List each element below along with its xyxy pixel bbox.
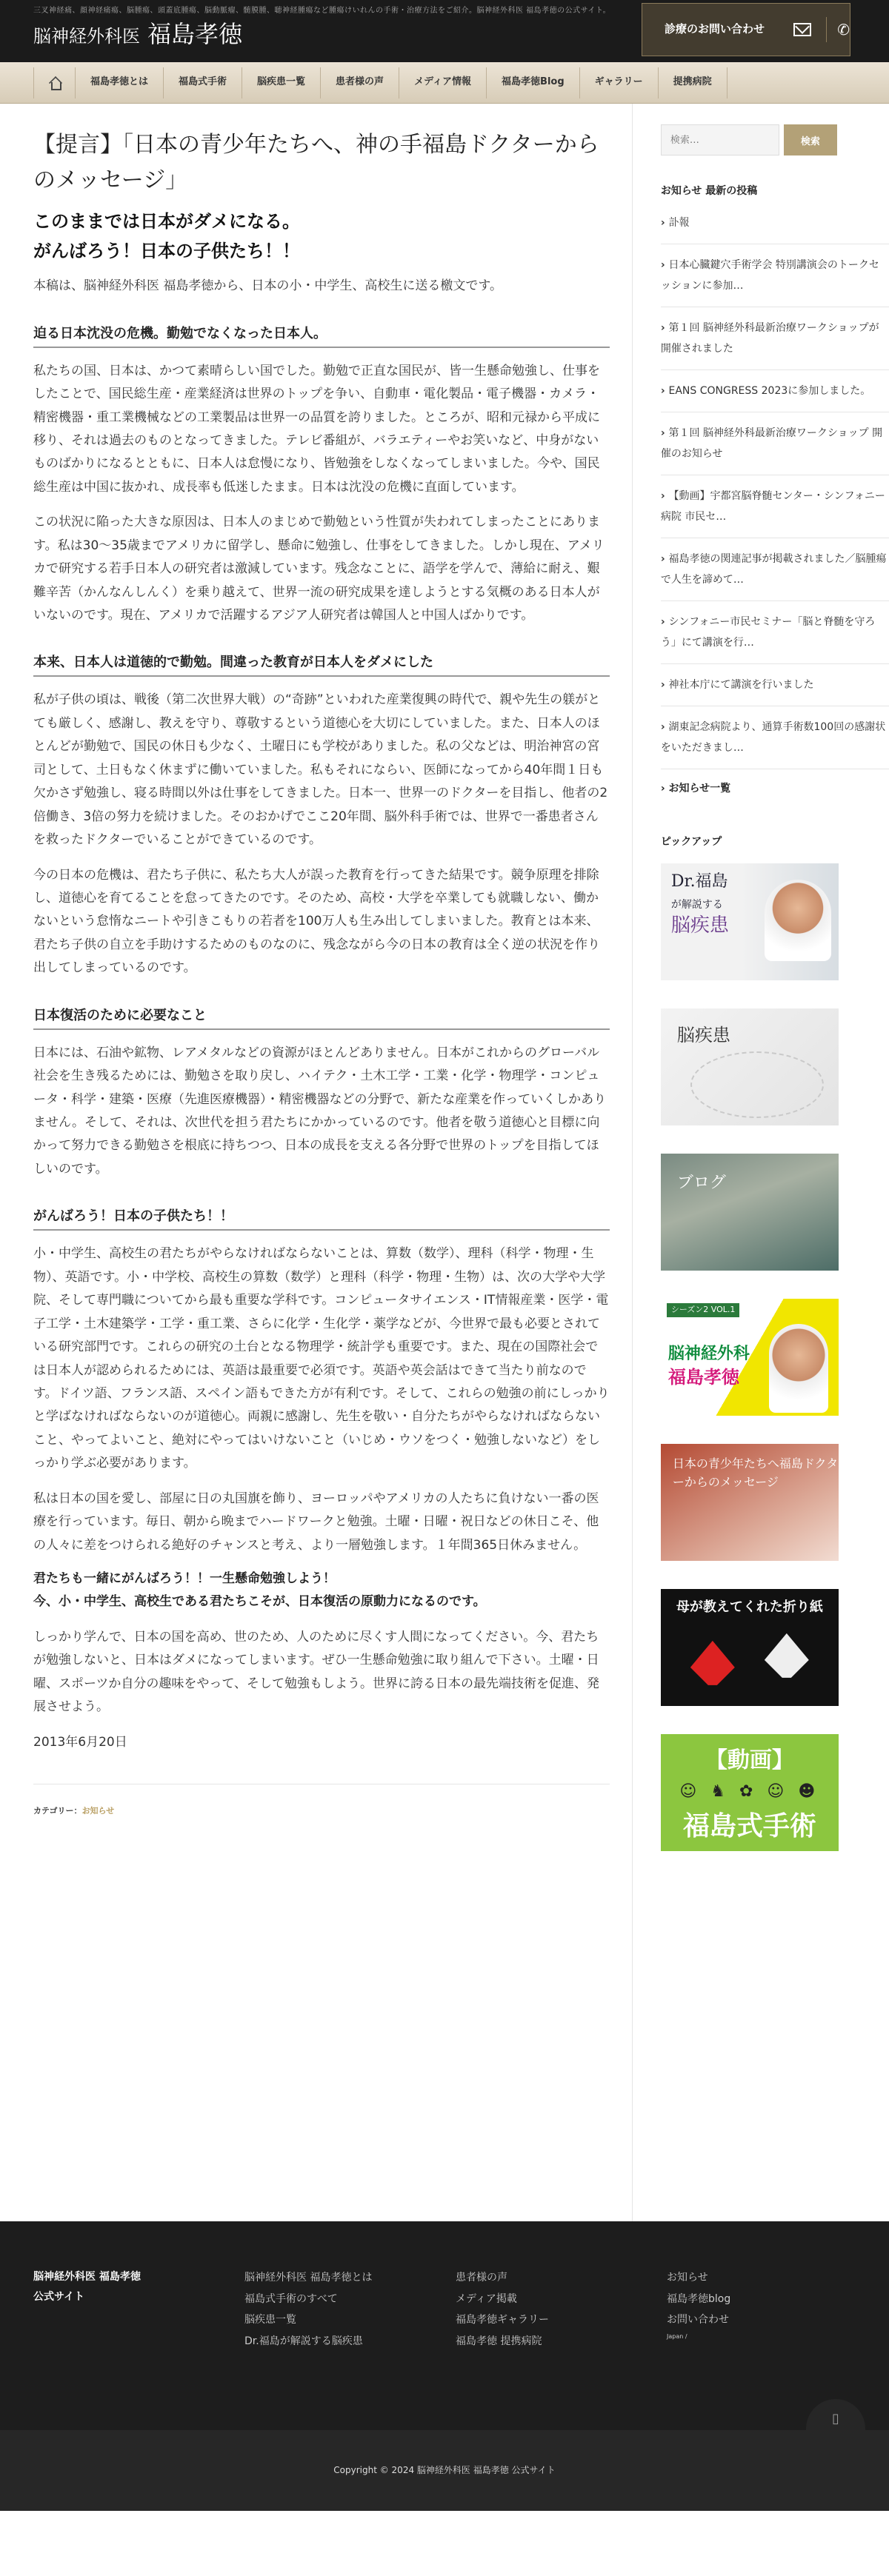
paragraph: 日本には、石油や鉱物、レアメタルなどの資源がほとんどありません。日本がこれからのグローバル社会を生き残るためには、勤勉さを取り戻し、ハイテク・土木工学・工業・化学・物理学・コンピュータ・科学・建築・医療（先進医療機器）・精密機器などの分野で、新たな産業を作っていくしかありません。そして、それは、次世代を担う君たちにかかっているのです。他者を敬う道徳心と目標に向かって努力できる勤勉さを根底に持ちつつ、日本の成長を支える各分野で世界のトップを目指してほしいのです。 (33, 1045, 607, 1177)
brain-illustration (690, 1051, 824, 1118)
nav-media[interactable]: メディア情報 (399, 67, 486, 98)
recent-post-link[interactable]: › 第１回 脳神経外科最新治療ワークショップが開催されました (661, 318, 889, 370)
origami-illustration (690, 1641, 735, 1685)
article-date: 2013年6月20日 (33, 1734, 127, 1750)
contact-label: 診療のお問い合わせ (665, 22, 765, 36)
language-link[interactable]: Japan / (667, 2333, 687, 2341)
news-list-label: お知らせ一覧 (668, 783, 731, 794)
people-icons: ☺ ♞ ✿ ☺ ☻ (679, 1782, 820, 1801)
category-label: カテゴリー： (33, 1806, 82, 1816)
footer-site-name-line: 脳神経外科医 福島孝徳 (33, 2271, 141, 2283)
paragraph: 今の日本の危機は、君たち子供に、私たち大人が誤った教育を行ってきた結果です。競争原理を排除し、道徳心を育てることを怠ってきたのです。そのため、高校・大学を卒業しても就職しない、働かないという怠惰なニートや引きこもりの若者を100万人も生み出してしまいました。教育とは本来、君たち子供の自立を手助けするためのものなのに、残念ながら今の日本の教育は全く逆の状況を作り出してしまっているのです。 (33, 867, 600, 976)
footer-link[interactable]: お問い合わせ (667, 2314, 729, 2326)
banner-text: ブログ (676, 1173, 726, 1192)
footer-link[interactable]: 福島孝徳blog (667, 2292, 731, 2305)
banner-blog[interactable] (661, 1154, 839, 1271)
section-heading-4: がんばろう！日本の子供たち！！ (33, 1206, 610, 1231)
contact-button[interactable] (642, 3, 850, 56)
nav-diseases[interactable]: 脳疾患一覧 (242, 67, 320, 98)
contact-divider (826, 17, 827, 42)
footer-link[interactable]: 福島孝徳 提携病院 (456, 2335, 542, 2348)
nav-about[interactable]: 福島孝徳とは (75, 67, 163, 98)
paragraph: しっかり学んで、日本の国を高め、世のため、人のために尽くす人間になってください。今、君たちが勉強しないと、日本はダメになってしまいます。ぜひ一生懸命勉強に取り組んで下さい。土曜・日曜、スポーツか自分の趣味をやって、そして勉強もしよう。世界に誇る日本の最先端技術を促進、発展させよう。 (33, 1629, 599, 1715)
recent-posts-list (661, 213, 889, 769)
site-footer (0, 2221, 889, 2430)
nav-home[interactable] (33, 67, 75, 98)
banner-origami[interactable] (661, 1589, 839, 1706)
lead-line-1: このままでは日本がダメになる。 (33, 211, 300, 232)
recent-post-link[interactable]: › 訃報 (661, 213, 889, 244)
logo-title: 福島孝徳 (147, 20, 243, 48)
banner-video-series[interactable] (661, 1299, 839, 1416)
nav-surgery[interactable]: 福島式手術 (163, 67, 242, 98)
banner-text: 福島孝徳 (667, 1366, 739, 1388)
nav-gallery[interactable]: ギャラリー (579, 67, 658, 98)
news-list-link[interactable]: › お知らせ一覧 (660, 783, 731, 794)
section-heading-3: 日本復活のために必要なこと (33, 1006, 610, 1030)
banner-disease-explained[interactable] (661, 863, 839, 980)
footer-link[interactable]: メディア掲載 (456, 2292, 517, 2305)
pagetop-button[interactable] (806, 2399, 865, 2430)
doctor-photo (765, 880, 831, 961)
origami-illustration (765, 1633, 809, 1678)
footer-link[interactable]: 福島孝徳ギャラリー (456, 2314, 549, 2326)
arrow-up-icon: ▯ (832, 2411, 839, 2426)
footer-link[interactable]: 脳神経外科医 福島孝徳とは (244, 2272, 373, 2284)
banner-text: 【動画】 (705, 1747, 794, 1773)
section-heading-2: 本来、日本人は道徳的で勤勉。間違った教育が日本人をダメにした (33, 652, 610, 677)
lead-line-2: がんばろう！日本の子供たち！！ (33, 240, 300, 261)
banner-text: Dr.福島 (670, 872, 728, 891)
nav-patient-voices[interactable]: 患者様の声 (320, 67, 399, 98)
recent-post-link[interactable]: › 日本心臓鍵穴手術学会 特別講演会のトークセッションに参加… (661, 255, 889, 307)
footer-site-name (33, 2267, 141, 2306)
copyright: Copyright © 2024 脳神経外科医 福島孝徳 公式サイト (0, 2430, 889, 2511)
banner-message-to-youth[interactable] (661, 1444, 839, 1561)
banner-text: 脳疾患 (670, 914, 729, 937)
article-intro: 本稿は、脳神経外科医 福島孝徳から、日本の小・中学生、高校生に送る檄文です。 (33, 278, 503, 294)
emphasis-paragraph (33, 1568, 610, 1614)
recent-post-link[interactable]: › 第１回 脳神経外科最新治療ワークショップ 開催のお知らせ (661, 423, 889, 475)
footer-link[interactable]: 福島式手術のすべて (244, 2292, 338, 2305)
footer-link[interactable]: 脳疾患一覧 (244, 2314, 296, 2326)
site-description: 三叉神経痛、顔神経痛瘍、脳腫瘍、頭蓋底腫瘍、脳動脈瘤、髄膜腫、聴神経腫瘍など腫瘍けいれんの手術・治療方法をご紹介。脳神経外科医 福島孝徳の公式サイト。 (33, 7, 611, 15)
recent-posts-heading: お知らせ 最新の投稿 (660, 185, 758, 197)
search-form (661, 124, 889, 155)
paragraph: 小・中学生、高校生の君たちがやらなければならないことは、算数（数学）、理科（科学・物理・生物）、英語です。小・中学校、高校生の算数（数学）と理科（科学・物理・生物）は、次の大学や大学院、そして専門職についてから最も重要な学科です。コンピュータサイエンス・IT情報産業・医学・電子工学・土木建築学・工学・重工業、さらに化学・生化学・薬学などが、今世界で最も必要とされている研究部門です。これらの研究の土台となる物理学・統計学も重要です。また、現在の国際社会では日本人が認められるためには、英語は最重要で必須です。英語や英会話はできて当たり前なのです。ドイツ語、フランス語、スペイン語もできた方が有利です。そして、これらの勉強の前にしっかりと学ばなければならないのが道徳心。両親に感謝し、先生を敬い・自分たちがやらなければならないこと、やってよいこと、絶対にやってはいけないこと（いじめ・ウソをつく・勉強しないなど）をしっかり学ぶ必要があります。 (33, 1246, 610, 1471)
banner-text: 福島式手術 (682, 1810, 816, 1841)
search-input[interactable] (661, 124, 779, 155)
main-nav (0, 62, 889, 104)
mail-icon (793, 23, 811, 36)
logo-subtitle: 脳神経外科医 (33, 26, 140, 47)
footer-link[interactable]: 患者様の声 (456, 2272, 507, 2284)
nav-partner-hospitals[interactable]: 提携病院 (658, 67, 727, 98)
banner-text: が解説する (670, 898, 723, 911)
site-header (0, 0, 889, 62)
content-container (0, 104, 889, 2221)
phone-icon[interactable]: ✆ (837, 20, 850, 39)
paragraph: 私は日本の国を愛し、部屋に日の丸国旗を飾り、ヨーロッパやアメリカの人たちに負けない一番の医療を行っています。毎日、朝から晩までハードワークと勉強。土曜・日曜・祝日などの休日こそ、他の人々に差をつけられる絶好のチャンスと考え、より一層勉強します。１年間365日休みません。 (33, 1491, 599, 1553)
home-icon (48, 77, 61, 89)
nav-blog[interactable]: 福島孝徳Blog (486, 67, 579, 98)
pickup-heading: ピックアップ (660, 835, 722, 848)
banner-text: 母が教えてくれた折り紙 (676, 1599, 823, 1615)
banner-text: 脳疾患 (676, 1024, 730, 1046)
recent-post-link[interactable]: › 湖東記念病院より、通算手術数100回の感謝状をいただきまし… (661, 717, 889, 769)
recent-post-link[interactable]: › 神社本庁にて講演を行いました (661, 675, 889, 706)
banner-text: 脳神経外科 (667, 1344, 750, 1363)
article-lead (33, 207, 610, 266)
sidebar (632, 104, 889, 2221)
footer-links-col-3 (667, 2267, 730, 2343)
banner-diseases[interactable] (661, 1008, 839, 1125)
recent-post-link[interactable]: › シンフォニー市民セミナー「脳と脊髄を守ろう」にて講演を行… (661, 612, 889, 664)
paragraph: 私たちの国、日本は、かつて素晴らしい国でした。勤勉で正直な国民が、皆一生懸命勉強し、仕事をしたことで、国民総生産・産業経済は世界のトップを争い、自動車・電化製品・電子機器・カメラ・精密機器・重工業機械などの工業製品は世界一の品質を誇りました。ところが、昭和元禄から平成に移り、それは過去のものとなってきました。テレビ番組が、バラエティーやお笑いなど、中身がないものばかりになるとともに、日本人は怠慢になり、皆勉強をしなくなってしまいました。今や、国民総生産は中国に抜かれ、成長率も低迷したまま。日本は沈没の危機に直面しています。 (33, 363, 600, 495)
footer-link[interactable]: お知らせ (667, 2272, 708, 2284)
footer-links-col-2 (456, 2267, 549, 2352)
section-heading-1: 迫る日本沈没の危機。勤勉でなくなった日本人。 (33, 324, 610, 348)
footer-site-name-line: 公式サイト (33, 2290, 85, 2303)
banner-surgery-video[interactable] (661, 1734, 839, 1851)
article (33, 104, 610, 2221)
banner-text: 日本の青少年たちへ福島ドクターからのメッセージ (672, 1456, 839, 1490)
article-title: 【提言】「日本の青少年たちへ、神の手福島ドクターからのメッセージ」 (33, 132, 599, 193)
emphasis-line-1: 君たちも一緒にがんばろう！！一生懸命勉強しよう！ (33, 1571, 336, 1586)
recent-post-link[interactable]: › 【動画】宇都宮脳脊髄センター・シンフォニー病院 市民セ… (661, 486, 889, 538)
recent-post-link[interactable]: › 福島孝徳の関連記事が掲載されました／脳腫瘍で人生を諦めて… (661, 549, 889, 601)
doctor-photo (769, 1324, 828, 1413)
paragraph: 私が子供の頃は、戦後（第二次世界大戦）の“奇跡”といわれた産業復興の時代で、親や先生の躾がとても厳しく、感謝し、教えを守り、尊敬するという道徳心を大切にしていました。また、日本人のほとんどが勤勉で、国民の休日も少なく、土曜日にも学校がありました。私の父などは、明治神宮の宮司として、土日もなく休まずに働いていました。私もそれにならい、医師になってから40年間１日も欠かさず勉強し、寝る時間以外は仕事をしてきました。日本一、世界一のドクターを目指し、他者の2倍働き、3倍の努力を続けました。そのおかげでここ20年間、脳外科手術では、世界で一番患者さんを救ったドクターでいることができているのです。 (33, 692, 608, 848)
article-category (33, 1784, 610, 1819)
footer-links-col-1 (244, 2267, 372, 2352)
emphasis-line-2: 今、小・中学生、高校生である君たちこそが、日本復活の原動力になるのです。 (33, 1594, 486, 1610)
category-link[interactable]: お知らせ (81, 1806, 115, 1816)
search-button[interactable]: 検索 (784, 124, 837, 155)
footer-link[interactable]: Dr.福島が解説する脳疾患 (244, 2335, 363, 2348)
site-logo[interactable] (33, 22, 242, 46)
paragraph: この状況に陥った大きな原因は、日本人のまじめで勤勉という性質が失われてしまったことにあります。私は30〜35歳までアメリカに留学し、懸命に勉強し、仕事をしてきました。しかし現在、アメリカで研究する若手日本人の研究者は激減しています。残念なことに、語学を学んで、薄給に耐え、艱難辛苦（かんなんしんく）を乗り越えて、世界一流の研究成果を達しようとする気概のある日本人がいないのです。現在、アメリカで活躍するアジア人研究者は韓国人と中国人ばかりです。 (33, 515, 605, 623)
recent-post-link[interactable]: › EANS CONGRESS 2023に参加しました。 (661, 381, 889, 412)
banner-tag: シーズン2 VOL.1 (667, 1303, 740, 1317)
